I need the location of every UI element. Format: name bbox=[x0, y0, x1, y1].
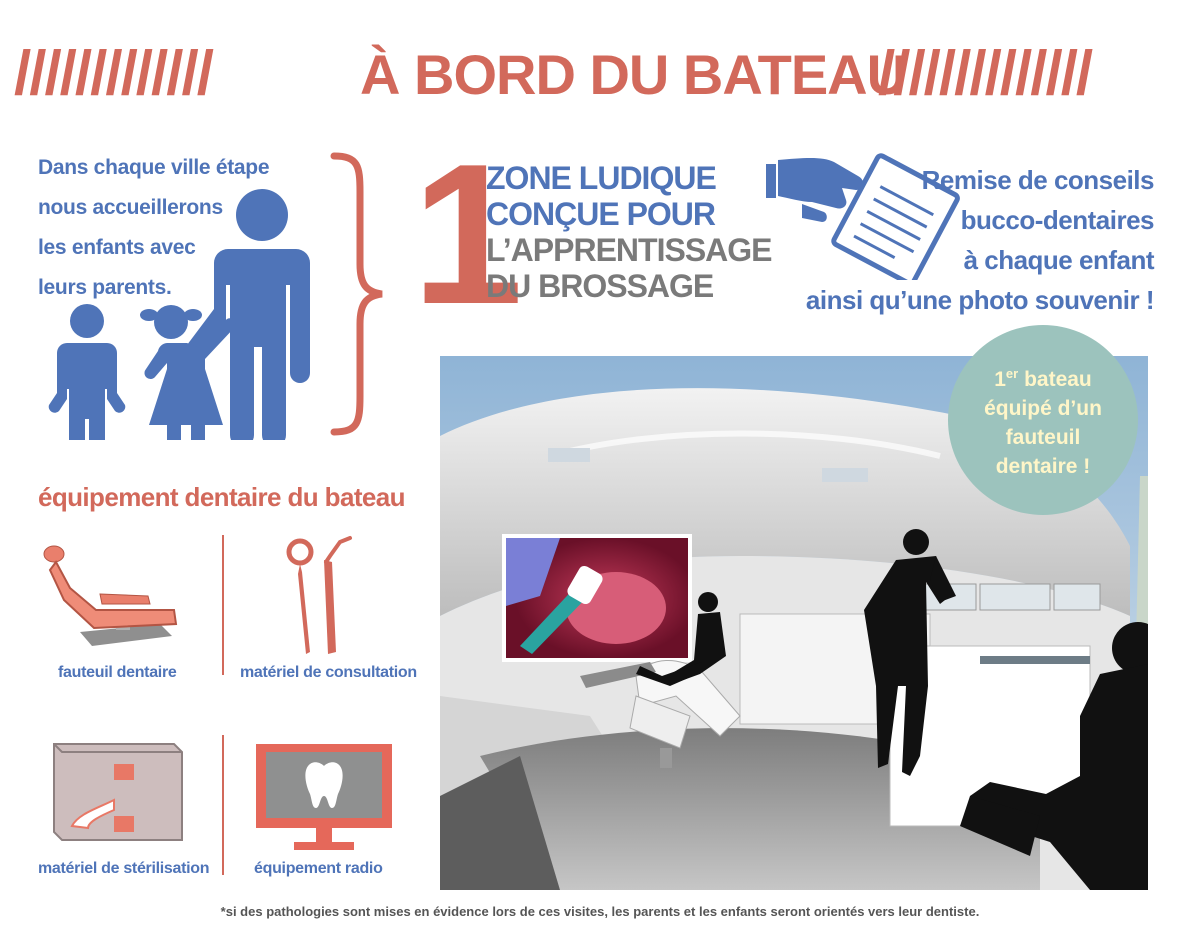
badge-word: bateau bbox=[1024, 368, 1092, 391]
equipment-label: fauteuil dentaire bbox=[58, 664, 177, 681]
badge-line: dentaire ! bbox=[995, 455, 1091, 478]
title-slashes-left: ///////////// bbox=[14, 39, 212, 108]
zone-number: 1 bbox=[412, 123, 518, 346]
footnote: *si des pathologies sont mises en évidence lors de ces visites, les parents et les enfants seront orientés vers leur dentiste. bbox=[220, 904, 980, 919]
zone-line: CONÇUE POUR bbox=[486, 196, 716, 232]
title-slashes-right: ////////////// bbox=[878, 39, 1092, 108]
advice-text bbox=[740, 160, 1154, 320]
badge-sup: er bbox=[1005, 366, 1019, 381]
divider bbox=[222, 735, 224, 875]
zone-line: DU BROSSAGE bbox=[486, 268, 714, 304]
badge-line: fauteuil bbox=[1005, 426, 1081, 449]
advice-line: à chaque enfant bbox=[963, 245, 1154, 275]
welcome-line: leurs parents. bbox=[38, 276, 172, 299]
badge-line bbox=[948, 359, 1138, 394]
advice-line: Remise de conseils bbox=[921, 165, 1154, 195]
welcome-line: les enfants avec bbox=[38, 236, 196, 259]
title-text: À BORD DU BATEAU bbox=[360, 43, 907, 106]
zone-line: ZONE LUDIQUE bbox=[486, 160, 716, 196]
advice-line: ainsi qu’une photo souvenir ! bbox=[805, 285, 1154, 315]
dental-chair-icon bbox=[40, 540, 190, 655]
autoclave-icon bbox=[48, 740, 188, 850]
badge-line: équipé d’un bbox=[984, 397, 1102, 420]
badge-number: 1 bbox=[994, 368, 1006, 391]
zone-line: L’APPRENTISSAGE bbox=[486, 232, 772, 268]
equipment-label: équipement radio bbox=[254, 860, 383, 877]
brace-icon bbox=[330, 152, 390, 437]
equipment-title: équipement dentaire du bateau bbox=[38, 482, 405, 512]
equipment-label: matériel de stérilisation bbox=[38, 860, 210, 877]
first-boat-badge bbox=[948, 325, 1138, 515]
advice-line: bucco-dentaires bbox=[960, 205, 1154, 235]
equipment-label: matériel de consultation bbox=[240, 664, 417, 681]
welcome-line: nous accueillerons bbox=[38, 196, 223, 219]
xray-monitor-icon bbox=[254, 742, 394, 854]
welcome-line: Dans chaque ville étape bbox=[38, 156, 270, 179]
page-title bbox=[0, 38, 1200, 118]
divider bbox=[222, 535, 224, 675]
family-icon bbox=[40, 185, 320, 440]
zone-text bbox=[486, 160, 772, 304]
dental-tools-icon bbox=[280, 532, 360, 662]
